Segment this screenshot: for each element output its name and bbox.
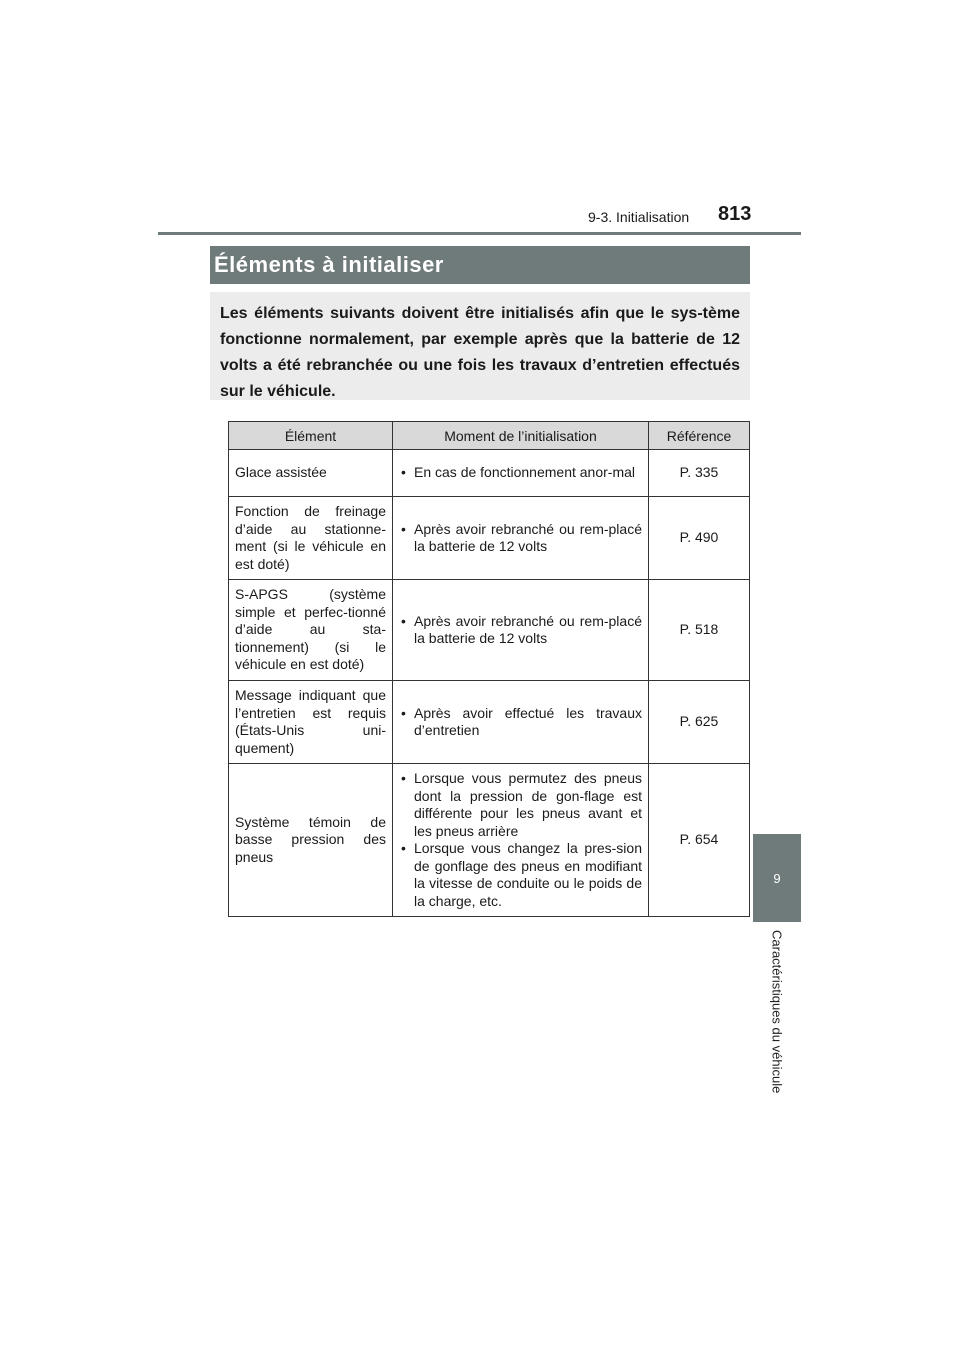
row-reference: P. 654 (649, 764, 750, 917)
row-item: S-APGS (système simple et perfec-tionné d’aide au sta-tionnement) (si le véhicule en est doté) (229, 580, 393, 681)
table-row (229, 497, 750, 580)
timing-bullet: • Après avoir effectué les travaux d’entretien (399, 705, 642, 740)
table-row (229, 580, 750, 681)
timing-bullet: • Après avoir rebranché ou rem-placé la batterie de 12 volts (399, 613, 642, 648)
row-timing (393, 681, 649, 764)
chapter-label-text: Caractéristiques du véhicule (769, 930, 785, 1094)
timing-bullet: • En cas de fonctionnement anor-mal (399, 464, 642, 482)
row-item: Fonction de freinage d’aide au stationne-ment (si le véhicule en est doté) (229, 497, 393, 580)
page-title: Éléments à initialiser (214, 252, 444, 277)
timing-bullet: • Lorsque vous permutez des pneus dont la pression de gon-flage est différente pour les pneus avant et les pneus arrière (399, 770, 642, 840)
row-timing (393, 580, 649, 681)
table-row (229, 681, 750, 764)
chapter-tab (753, 834, 801, 922)
header-divider (158, 232, 801, 235)
page-number: 813 (718, 203, 752, 225)
chapter-number: 9 (773, 870, 781, 886)
row-reference: P. 335 (649, 450, 750, 497)
timing-bullet: • Après avoir rebranché ou rem-placé la batterie de 12 volts (399, 521, 642, 556)
page-title-bar (210, 246, 750, 284)
header-timing: Moment de l’initialisation (393, 422, 649, 450)
table-row (229, 450, 750, 497)
table-row (229, 764, 750, 917)
row-timing (393, 764, 649, 917)
row-timing (393, 450, 649, 497)
chapter-label (769, 930, 785, 1130)
row-reference: P. 518 (649, 580, 750, 681)
row-item: Glace assistée (229, 450, 393, 497)
header-item: Élément (229, 422, 393, 450)
initialization-table (228, 421, 750, 917)
intro-box (210, 292, 750, 400)
header-reference: Référence (649, 422, 750, 450)
timing-bullet: • Lorsque vous changez la pres-sion de gonflage des pneus en modifiant la vitesse de conduite ou le poids de la charge, etc. (399, 840, 642, 910)
table-header-row (229, 422, 750, 450)
intro-text: Les éléments suivants doivent être initialisés afin que le sys-tème fonctionne normalement, par exemple après que la batterie de 12 volts a été rebranchée ou une fois les travaux d’entretien effectués sur le véhicule. (220, 305, 740, 400)
row-item: Message indiquant que l’entretien est requis (États-Unis uni-quement) (229, 681, 393, 764)
row-item: Système témoin de basse pression des pneus (229, 764, 393, 917)
section-title: 9-3. Initialisation (588, 209, 690, 225)
row-reference: P. 625 (649, 681, 750, 764)
row-timing (393, 497, 649, 580)
row-reference: P. 490 (649, 497, 750, 580)
